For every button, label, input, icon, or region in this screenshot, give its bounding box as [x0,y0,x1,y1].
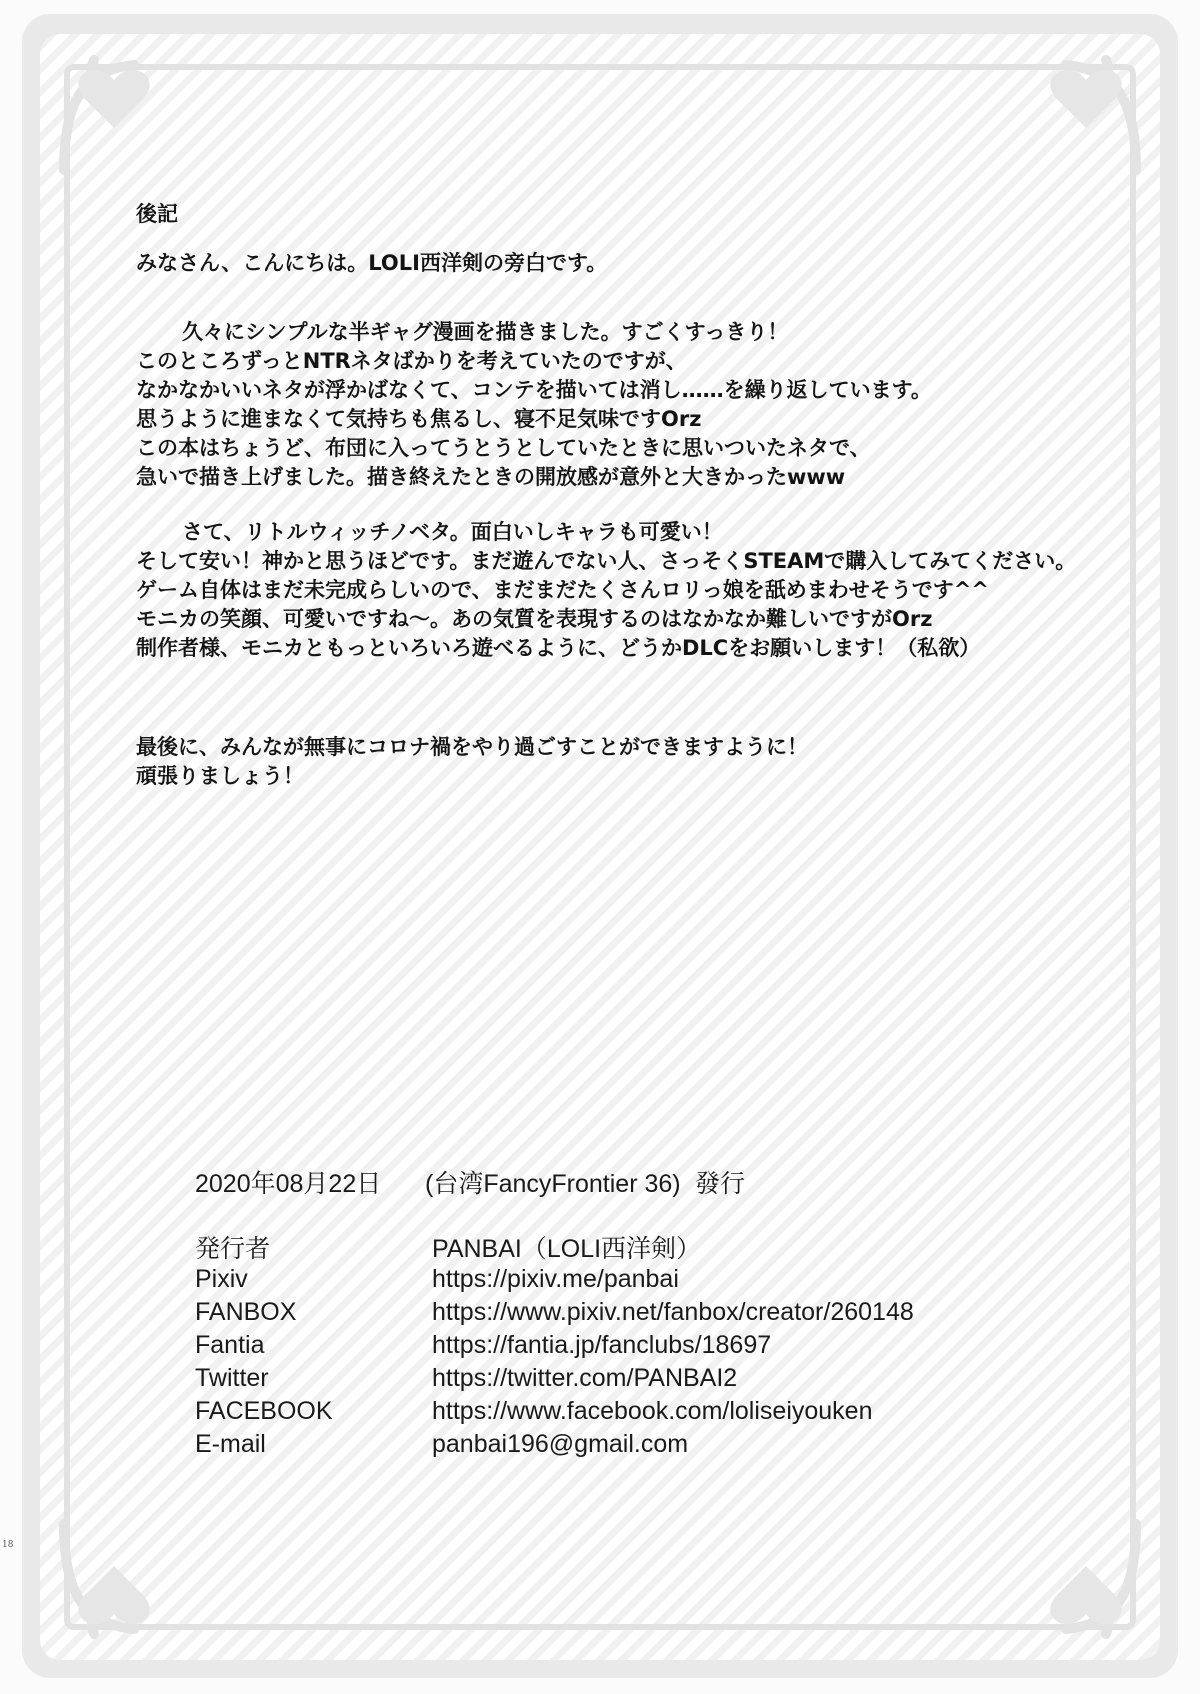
paragraph-line: このところずっとNTRネタばかりを考えていたのですが、 [136,349,687,373]
issue-line [195,1164,1095,1200]
info-label: Fantia [195,1331,265,1359]
info-label: FACEBOOK [195,1397,333,1425]
corner-ornament-icon [44,1504,194,1654]
fanbox-row [195,1296,1095,1329]
info-label: Twitter [195,1364,269,1392]
paragraph-1 [136,318,1116,492]
colophon [195,1164,1095,1461]
page-number: 18 [2,1540,14,1550]
closing-paragraph [136,733,1116,791]
paragraph-line: 急いで描き上げました。描き終えたときの開放感が意外と大きかったwww [136,465,846,489]
facebook-row [195,1395,1095,1428]
paragraph-line: さて、リトルウィッチノベタ。面白いしキャラも可愛い！ [182,520,723,544]
afterword-text [136,200,1116,791]
issue-word: 發行 [695,1170,746,1198]
publisher-row [195,1230,1095,1263]
info-link[interactable]: https://www.pixiv.net/fanbox/creator/260148 [432,1298,914,1326]
corner-ornament-icon [1006,40,1156,190]
twitter-row [195,1362,1095,1395]
afterword-heading: 後記 [136,202,178,226]
issue-date: 2020年08月22日 [195,1170,382,1198]
info-link[interactable]: https://www.facebook.com/loliseiyouken [432,1397,873,1425]
greeting-line: みなさん、こんにちは。LOLI西洋剣の旁白です。 [136,251,608,275]
paragraph-line: 頑張りましょう！ [136,764,304,788]
info-label: 発行者 [195,1234,271,1263]
info-link[interactable]: https://pixiv.me/panbai [432,1265,679,1293]
corner-ornament-icon [44,40,194,190]
paragraph-line: そして安い！神かと思うほどです。まだ遊んでない人、さっそくSTEAMで購入してみてください。 [136,549,1077,573]
pixiv-row [195,1263,1095,1296]
info-link[interactable]: https://fantia.jp/fanclubs/18697 [432,1331,772,1359]
info-label: Pixiv [195,1265,248,1293]
info-value: PANBAI（LOLI西洋剣） [432,1234,702,1263]
email-row [195,1428,1095,1461]
paragraph-line: 思うように進まなくて気持ちも焦るし、寝不足気味ですOrz [136,407,702,431]
paragraph-line: ゲーム自体はまだ未完成らしいので、まだまだたくさんロリっ娘を舐めまわせそうです^^ [136,578,989,602]
info-label: FANBOX [195,1298,297,1326]
paragraph-line: なかなかいいネタが浮かばなくて、コンテを描いては消し……を繰り返しています。 [136,378,932,402]
fantia-row [195,1329,1095,1362]
paragraph-2 [136,518,1116,663]
info-label: E-mail [195,1430,266,1458]
info-link[interactable]: https://twitter.com/PANBAI2 [432,1364,738,1392]
paragraph-line: モニカの笑顔、可愛いですね～。あの気質を表現するのはなかなか難しいですがOrz [136,607,933,631]
info-link[interactable]: panbai196@gmail.com [432,1430,689,1458]
issue-event: (台湾FancyFrontier 36) [425,1170,681,1198]
corner-ornament-icon [1006,1504,1156,1654]
paragraph-line: この本はちょうど、布団に入ってうとうとしていたときに思いついたネタで、 [136,436,871,460]
paragraph-line: 制作者様、モニカともっといろいろ遊べるように、どうかDLCをお願いします！（私欲） [136,636,981,660]
paragraph-line: 久々にシンプルな半ギャグ漫画を描きました。すごくすっきり！ [182,320,789,344]
paragraph-line: 最後に、みんなが無事にコロナ禍をやり過ごすことができますように！ [136,735,808,759]
